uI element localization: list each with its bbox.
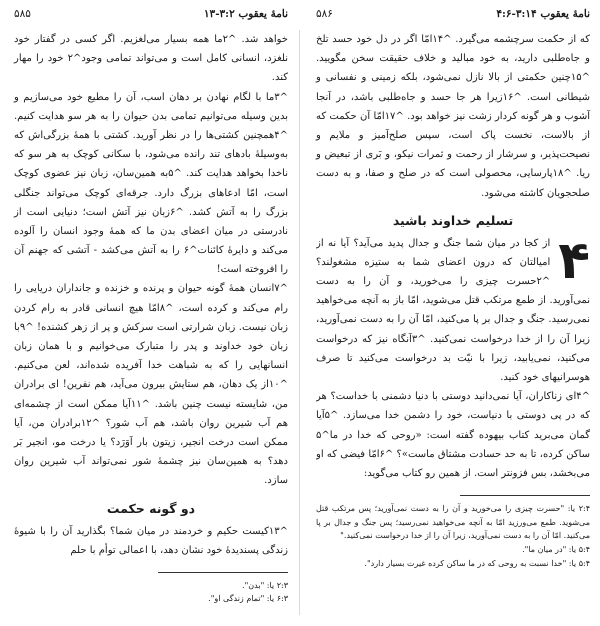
right-page <box>302 0 600 626</box>
right-paragraph: از کجا در میان شما جنگ و جدال پدید می‌آید؟ آیا نه از امیالتان که درون اعضای شما به ستیزه مشغولند؟ ^۲حسرت چیزی را می‌خورید، و آن را به دست نمی‌آورید. از طمع مرتکب قتل می‌شوید، امّا باز به آنچه می‌خواهید نمی‌رسید. جنگ و جدال بر پا می‌کنید، امّا آن را به دست نمی‌آورید، زیرا آن را از خدا درخواست نمی‌کنید. ^۳آنگاه نیز که درخواست می‌کنید، نمی‌یابید، زیرا با نیّت بد درخواست می‌کنید تا صرف هوسرانیهای خود کنید. <box>316 237 590 383</box>
footnote: ۶:۳ یا: "تمام زندگی او". <box>208 594 288 604</box>
right-section-heading: تسلیم خداوند باشید <box>392 212 514 228</box>
right-paragraph: ^۴ای زناکاران، آیا نمی‌دانید دوستی با دنیا دشمنی با خداست؟ هر که در پی دوستی با دنیاست، خود را دشمن خدا می‌سازد. ^۵آیا گمان می‌برید کتاب بیهوده گفته است: «روحی که خدا در ما^۵ ساکن کرده، تا به حد حسادت مشتاق ماست»؟ ^۶امّا فیضی که او می‌بخشد، بس فزونتر است. از همین رو کتاب می‌گوید: <box>316 391 590 479</box>
left-paragraph: ^۱۳کیست حکیم و خردمند در میان شما؟ بگذارید آن را با شیوهٔ زندگی پسندیدهٔ خود نشان دهد، با اعمالی توأم با حلم <box>14 525 288 556</box>
right-running-title: نامهٔ یعقوب ۳:۱۴-۴:۶ <box>496 8 590 20</box>
left-footnotes <box>14 579 288 606</box>
footnote: ۵:۴ یا: "در میان ما". <box>522 544 590 554</box>
left-running-title: نامهٔ یعقوب ۳:۲-۱۳ <box>203 8 288 20</box>
chapter-number: ۴ <box>558 233 590 291</box>
chapter-block <box>316 234 590 483</box>
right-footnotes <box>316 502 590 570</box>
footnote: ۵:۴ یا: "خدا نسبت به روحی که در ما ساکن کرده غیرت بسیار دارد". <box>364 558 590 568</box>
left-footnote-rule <box>158 572 288 573</box>
left-paragraph: ^۷انسان همهٔ گونه حیوان و پرنده و خزنده و جانداران دریایی را رام می‌کند و کرده است، ^۸امّا هیچ انسانی قادر به رام کردن زبان نیست. زبان شرارتی است سرکش و پر از زهر کشنده! ^۹با زبان خود خداوند و پدر را متبارک می‌خوانیم و با همان زبان انسانهایی را که به شباهت خدا آفریده شده‌اند، لعن می‌کنیم. ^۱۰از یک دهان، هم ستایش بیرون می‌آید، هم نفرین! ای برادران من، شایسته نیست چنین باشد. ^۱۱آیا ممکن است از چشمه‌ای هم آب شیرین روان باشد، هم آب شور؟ ^۱۲برادران من، آیا ممکن است درخت انجیر، زیتون بار آوَرَد؟ یا درخت مو، انجیر بَر دهد؟ به همین‌سان نیز چشمهٔ شور نمی‌تواند آب شیرین روان سازد. <box>14 283 289 487</box>
left-paragraph: خواهد شد. ^۲ما همه بسیار می‌لغزیم. اگر کسی در گفتار خود نلغزد، انسانی کامل است و می‌تواند تمامی وجود^۲ خود را مهار کند. <box>14 34 288 84</box>
left-body <box>14 30 288 491</box>
right-page-number: ۵۸۶ <box>316 8 333 20</box>
left-body-after-heading <box>14 522 288 560</box>
right-paragraph: که از حکمت سرچشمه می‌گیرد. ^۱۴امّا اگر در دل خود حسد تلخ و جاه‌طلبی دارید، به خود مبالید و خلاف حقیقت سخن مگویید. ^۱۵چنین حکمتی از بالا نازل نمی‌شود، بلکه زمینی و نفسانی و شیطانی است. ^۱۶زیرا هر جا حسد و جاه‌طلبی باشد، در آنجا آشوب و هر گونه کردار زشت نیز خواهد بود. ^۱۷امّا آن حکمت که از بالاست، نخست پاک است، سپس صلح‌آمیز و ملایم و نصیحت‌پذیر، و سرشار از رحمت و ثمرات نیکو، و بَری از تبعیض و ریا. ^۱۸پارسایی، محصولی است که در صلح و صفا، و به دست صلحجویان کاشته می‌شود. <box>316 34 590 199</box>
left-page <box>0 0 298 626</box>
left-section-heading: دو گونه حکمت <box>106 500 196 516</box>
footnote: ۲:۳ یا: "بدن". <box>242 580 288 590</box>
right-running-head <box>316 8 590 24</box>
left-paragraph: ^۳ما با لگام نهادن بر دهان اسب، آن را مطیع خود می‌سازیم و بدین وسیله می‌توانیم تمامی بدن حیوان را به هر سو هدایت کنیم. ^۴همچنین کشتی‌ها را در نظر آورید. کشتی با همهٔ بزرگی‌اش که به‌وسیلهٔ بادهای تند رانده می‌شود، با سکانی کوچک به هر سو که ناخدا بخواهد هدایت کند. ^۵به همین‌سان، زبان نیز عضوی کوچک است، امّا ادعاهای بزرگ دارد. جرقه‌ای کوچک می‌تواند جنگلی بزرگ را به آتش کشد. ^۶زبان نیز آتش است؛ دنیایی است از نادرستی در میان اعضای بدن ما که همهٔ وجود انسان را آلوده می‌کند و دایرهٔ کائنات^۶ را به آتش می‌کشد - آتشی که جهنم آن را افروخته است! <box>14 91 289 276</box>
left-page-number: ۵۸۵ <box>14 8 31 20</box>
left-running-head <box>14 8 288 24</box>
page-gutter <box>299 30 300 615</box>
right-body <box>316 30 590 203</box>
footnote: ۲:۴ یا: "حسرت چیزی را می‌خورید و آن را به دست نمی‌آورید؛ پس مرتکب قتل می‌شوید. طمع می‌ورزید امّا به آنچه می‌خواهید نمی‌رسید؛ پس جنگ و جدال بر پا می‌کنید. امّا آن را به دست نمی‌آورید، زیرا آن را از خدا درخواست نمی‌کنید." <box>316 504 590 541</box>
right-footnote-rule <box>460 495 590 496</box>
